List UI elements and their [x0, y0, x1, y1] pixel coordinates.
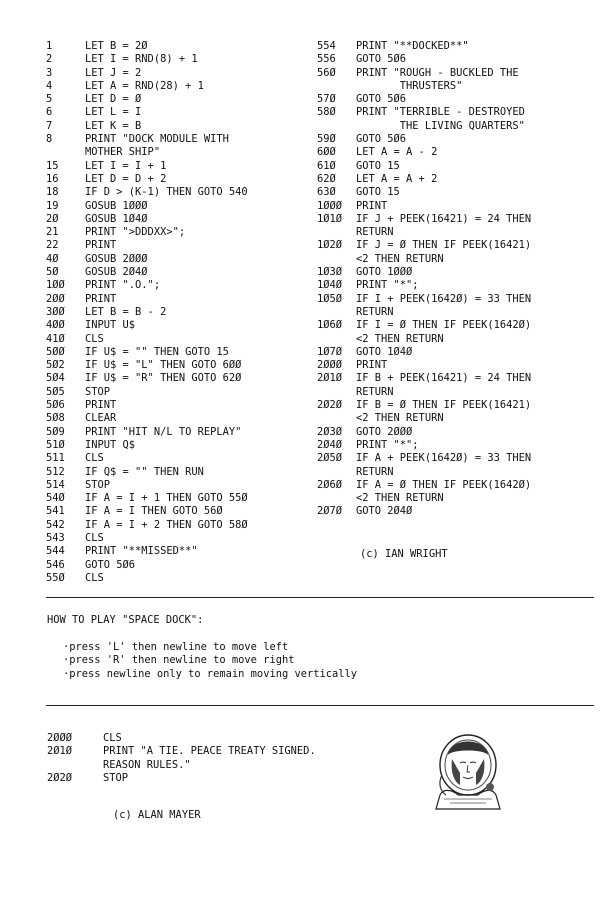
code-line: [46, 239, 316, 252]
code-line: [46, 333, 316, 346]
line-number: 62Ø: [317, 172, 336, 185]
line-code: <2 THEN RETURN: [356, 412, 444, 425]
code-line: [317, 439, 607, 452]
line-code: GOTO 1Ø4Ø: [356, 345, 413, 358]
line-number: 2Ø2Ø: [317, 399, 343, 412]
line-number: 514: [46, 478, 65, 491]
code-line: [317, 40, 607, 53]
line-number: 544: [46, 545, 65, 558]
code-line: [46, 559, 316, 572]
line-code: IF U$ = "L" THEN GOTO 6ØØ: [85, 359, 242, 372]
code-line: [47, 772, 387, 785]
line-code: GOTO 5Ø6: [356, 93, 407, 106]
line-code: CLS: [85, 332, 104, 345]
line-code: CLS: [85, 531, 104, 544]
code-line: [46, 399, 316, 412]
code-line: [317, 505, 607, 518]
line-number: 6: [46, 106, 53, 119]
line-code: LET L = I: [85, 106, 142, 119]
line-code: IF A = Ø THEN IF PEEK(1642Ø): [356, 478, 532, 491]
line-number: 1: [46, 40, 53, 52]
line-number: 21: [46, 226, 59, 239]
code-line: [47, 745, 387, 758]
divider-bottom: [46, 705, 594, 706]
line-number: 5Ø9: [46, 425, 65, 438]
code-line-continuation: [47, 759, 387, 772]
line-number: 5ØØ: [46, 345, 65, 358]
code-line: [317, 359, 607, 372]
line-code: IF A + PEEK(1642Ø) = 33 THEN: [356, 452, 532, 465]
line-code: <2 THEN RETURN: [356, 332, 444, 345]
code-line: [317, 213, 607, 226]
line-code: MOTHER SHIP": [85, 146, 161, 159]
code-line: [46, 53, 316, 66]
code-line: [46, 40, 316, 53]
code-line: [317, 53, 607, 66]
line-code: PRINT "**DOCKED**": [356, 40, 469, 52]
code-line: [46, 253, 316, 266]
line-code: RETURN: [356, 226, 394, 239]
line-code: LET B = 2Ø: [85, 40, 148, 52]
line-number: 554: [317, 40, 336, 52]
line-number: 7: [46, 119, 53, 132]
code-line: [46, 359, 316, 372]
line-number: 59Ø: [317, 133, 336, 146]
code-line: [317, 399, 607, 412]
line-number: 5: [46, 93, 53, 106]
line-code: LET A = A - 2: [356, 146, 438, 159]
code-line: [46, 120, 316, 133]
credit-alan-mayer: (c) ALAN MAYER: [113, 809, 201, 821]
line-code: CLS: [85, 452, 104, 465]
line-code: PRINT ".O.";: [85, 279, 161, 292]
line-number: 19: [46, 199, 59, 212]
line-code: RETURN: [356, 385, 394, 398]
code-line: [46, 319, 316, 332]
line-code: PRINT "HIT N/L TO REPLAY": [85, 425, 242, 438]
line-number: 2Ø: [46, 212, 59, 225]
line-number: 3ØØ: [46, 305, 65, 318]
line-code: RETURN: [356, 305, 394, 318]
line-number: 3: [46, 66, 53, 79]
line-number: 2: [46, 53, 53, 66]
line-number: 1Ø5Ø: [317, 292, 343, 305]
line-code: INPUT Q$: [85, 438, 136, 451]
listing-left-column: [46, 40, 316, 585]
listing-right-column: [317, 40, 607, 519]
line-code: IF Q$ = "" THEN RUN: [85, 465, 204, 478]
code-line: [46, 226, 316, 239]
code-line-continuation: [317, 386, 607, 399]
code-line: [46, 346, 316, 359]
code-line: [317, 279, 607, 292]
line-code: PRINT: [85, 239, 117, 252]
line-number: 15: [46, 159, 59, 172]
code-line: [46, 426, 316, 439]
line-number: 1Ø2Ø: [317, 239, 343, 252]
line-code: IF U$ = "" THEN GOTO 15: [85, 345, 229, 358]
line-number: 41Ø: [46, 332, 65, 345]
code-line: [46, 545, 316, 558]
code-line: [317, 266, 607, 279]
line-number: 2Ø3Ø: [317, 425, 343, 438]
line-code: PRINT "*";: [356, 438, 419, 451]
code-line: [46, 306, 316, 319]
line-code: THRUSTERS": [356, 79, 463, 92]
line-number: 1Ø4Ø: [317, 279, 343, 292]
line-code: GOSUB 1ØØØ: [85, 199, 148, 212]
code-line: [317, 133, 607, 146]
line-number: 2ØØØ: [317, 359, 343, 372]
line-number: 2Ø7Ø: [317, 505, 343, 518]
line-number: 16: [46, 172, 59, 185]
line-code: IF J + PEEK(16421) = 24 THEN: [356, 212, 532, 225]
code-line-continuation: [317, 226, 607, 239]
code-line: [46, 133, 316, 146]
line-number: 4ØØ: [46, 319, 65, 332]
code-line: [47, 732, 387, 745]
line-code: IF A = I + 1 THEN GOTO 55Ø: [85, 492, 248, 505]
line-code: IF U$ = "R" THEN GOTO 62Ø: [85, 372, 242, 385]
code-line: [317, 346, 607, 359]
line-number: 56Ø: [317, 66, 336, 79]
line-code: LET J = 2: [85, 66, 142, 79]
line-code: GOSUB 1Ø4Ø: [85, 212, 148, 225]
line-number: 5Ø8: [46, 412, 65, 425]
code-line-continuation: [317, 80, 607, 93]
line-number: 18: [46, 186, 59, 199]
code-line: [317, 426, 607, 439]
line-number: 5Ø2: [46, 359, 65, 372]
line-code: THE LIVING QUARTERS": [356, 119, 525, 132]
line-number: 546: [46, 558, 65, 571]
line-number: 8: [46, 133, 53, 146]
line-code: IF A = I + 2 THEN GOTO 58Ø: [85, 518, 248, 531]
code-line: [317, 200, 607, 213]
line-code: LET D = Ø: [85, 93, 142, 106]
line-number: 2Ø4Ø: [317, 438, 343, 451]
line-code: PRINT "*";: [356, 279, 419, 292]
code-line-continuation: [317, 120, 607, 133]
divider-top: [46, 597, 594, 598]
line-code: LET A = A + 2: [356, 172, 438, 185]
howto-item-vertical: · press newline only to remain moving vertically: [63, 668, 357, 681]
line-number: 2Ø5Ø: [317, 452, 343, 465]
code-line: [46, 80, 316, 93]
line-number: 57Ø: [317, 93, 336, 106]
code-line: [46, 213, 316, 226]
line-code: CLS: [85, 571, 104, 584]
line-code: PRINT "DOCK MODULE WITH: [85, 133, 229, 146]
line-code: GOSUB 2Ø4Ø: [85, 266, 148, 279]
line-code: LET I = I + 1: [85, 159, 167, 172]
code-line-continuation: [317, 412, 607, 425]
code-line: [46, 160, 316, 173]
code-line: [317, 173, 607, 186]
howto-item-left: · press 'L' then newline to move left: [63, 641, 357, 654]
line-code: IF B = Ø THEN IF PEEK(16421): [356, 399, 532, 412]
line-number: 2ØØØ: [47, 732, 73, 744]
code-line: [46, 266, 316, 279]
code-line: [317, 452, 607, 465]
code-line: [46, 492, 316, 505]
line-number: 512: [46, 465, 65, 478]
code-line: [317, 372, 607, 385]
astronaut-illustration: [430, 725, 508, 811]
line-code: GOTO 15: [356, 186, 400, 199]
code-line: [46, 279, 316, 292]
line-number: 543: [46, 531, 65, 544]
code-line: [317, 293, 607, 306]
line-number: 54Ø: [46, 492, 65, 505]
listing-bottom: [47, 732, 387, 785]
line-code: GOTO 2Ø4Ø: [356, 505, 413, 518]
line-number: 22: [46, 239, 59, 252]
line-code: LET A = RND(28) + 1: [85, 79, 204, 92]
code-line: [46, 106, 316, 119]
line-number: 5Ø: [46, 266, 59, 279]
line-number: 51Ø: [46, 438, 65, 451]
line-code: STOP: [103, 771, 129, 784]
code-line: [317, 93, 607, 106]
code-line: [317, 146, 607, 159]
line-code: PRINT: [356, 199, 388, 212]
line-code: PRINT: [356, 359, 388, 372]
code-line: [317, 319, 607, 332]
code-line-continuation: [317, 253, 607, 266]
line-number: 5Ø5: [46, 385, 65, 398]
code-line: [46, 372, 316, 385]
line-code: IF J = Ø THEN IF PEEK(16421): [356, 239, 532, 252]
line-code: GOTO 5Ø6: [85, 558, 136, 571]
howto-list: [63, 641, 357, 681]
line-code: CLS: [103, 732, 122, 744]
line-number: 4Ø: [46, 252, 59, 265]
line-number: 63Ø: [317, 186, 336, 199]
line-code: STOP: [85, 478, 111, 491]
code-line: [46, 412, 316, 425]
code-line: [46, 532, 316, 545]
credit-ian-wright: (c) IAN WRIGHT: [360, 548, 448, 560]
code-line: [317, 106, 607, 119]
line-code: REASON RULES.": [103, 758, 191, 771]
line-number: 511: [46, 452, 65, 465]
line-code: PRINT "ROUGH - BUCKLED THE: [356, 66, 519, 79]
line-code: LET D = D + 2: [85, 172, 167, 185]
code-line-continuation: [317, 333, 607, 346]
code-line-continuation: [317, 466, 607, 479]
line-number: 2Ø1Ø: [317, 372, 343, 385]
line-number: 2Ø1Ø: [47, 745, 73, 758]
code-line: [46, 439, 316, 452]
line-code: IF I + PEEK(1642Ø) = 33 THEN: [356, 292, 532, 305]
line-number: 5Ø4: [46, 372, 65, 385]
line-code: <2 THEN RETURN: [356, 252, 444, 265]
line-number: 2Ø6Ø: [317, 478, 343, 491]
line-number: 55Ø: [46, 571, 65, 584]
line-code: GOSUB 2ØØØ: [85, 252, 148, 265]
code-line: [46, 386, 316, 399]
line-number: 1Ø3Ø: [317, 266, 343, 279]
code-line: [46, 479, 316, 492]
code-line: [46, 519, 316, 532]
line-number: 541: [46, 505, 65, 518]
line-number: 58Ø: [317, 106, 336, 119]
code-line-continuation: [317, 306, 607, 319]
code-line: [46, 293, 316, 306]
line-code: PRINT ">DDDXX>";: [85, 226, 186, 239]
line-code: GOTO 1ØØØ: [356, 266, 413, 279]
code-line: [46, 67, 316, 80]
line-code: LET I = RND(8) + 1: [85, 53, 198, 66]
code-line: [46, 200, 316, 213]
line-number: 556: [317, 53, 336, 66]
code-line: [317, 160, 607, 173]
code-line: [46, 452, 316, 465]
line-number: 61Ø: [317, 159, 336, 172]
code-line: [317, 186, 607, 199]
line-code: GOTO 2ØØØ: [356, 425, 413, 438]
line-number: 2Ø2Ø: [47, 771, 73, 784]
line-code: IF D > (K-1) THEN GOTO 540: [85, 186, 248, 199]
code-line: [317, 479, 607, 492]
line-number: 5Ø6: [46, 399, 65, 412]
line-code: IF B + PEEK(16421) = 24 THEN: [356, 372, 532, 385]
line-number: 1Ø6Ø: [317, 319, 343, 332]
line-code: IF A = I THEN GOTO 56Ø: [85, 505, 223, 518]
line-code: PRINT "TERRIBLE - DESTROYED: [356, 106, 525, 119]
code-line: [317, 67, 607, 80]
code-line: [317, 239, 607, 252]
line-number: 2ØØ: [46, 292, 65, 305]
code-line: [46, 186, 316, 199]
line-code: GOTO 15: [356, 159, 400, 172]
line-code: PRINT: [85, 292, 117, 305]
line-code: IF I = Ø THEN IF PEEK(1642Ø): [356, 319, 532, 332]
line-number: 4: [46, 79, 53, 92]
line-code: LET K = B: [85, 119, 142, 132]
line-code: LET B = B - 2: [85, 305, 167, 318]
line-code: CLEAR: [85, 412, 117, 425]
line-number: 6ØØ: [317, 146, 336, 159]
line-number: 1ØØ: [46, 279, 65, 292]
code-line-continuation: [46, 146, 316, 159]
line-code: STOP: [85, 385, 111, 398]
line-code: PRINT "**MISSED**": [85, 545, 198, 558]
code-line: [46, 505, 316, 518]
line-number: 1ØØØ: [317, 199, 343, 212]
line-number: 542: [46, 518, 65, 531]
line-code: PRINT: [85, 399, 117, 412]
code-line: [46, 173, 316, 186]
code-line: [46, 93, 316, 106]
howto-item-right: · press 'R' then newline to move right: [63, 654, 357, 667]
code-line: [46, 572, 316, 585]
line-code: GOTO 5Ø6: [356, 53, 407, 66]
howto-title: HOW TO PLAY "SPACE DOCK":: [47, 614, 204, 626]
line-code: INPUT U$: [85, 319, 136, 332]
code-line-continuation: [317, 492, 607, 505]
line-number: 1Ø7Ø: [317, 345, 343, 358]
line-number: 1Ø1Ø: [317, 212, 343, 225]
code-line: [46, 466, 316, 479]
line-code: <2 THEN RETURN: [356, 492, 444, 505]
line-code: PRINT "A TIE. PEACE TREATY SIGNED.: [103, 745, 316, 758]
line-code: GOTO 5Ø6: [356, 133, 407, 146]
line-code: RETURN: [356, 465, 394, 478]
